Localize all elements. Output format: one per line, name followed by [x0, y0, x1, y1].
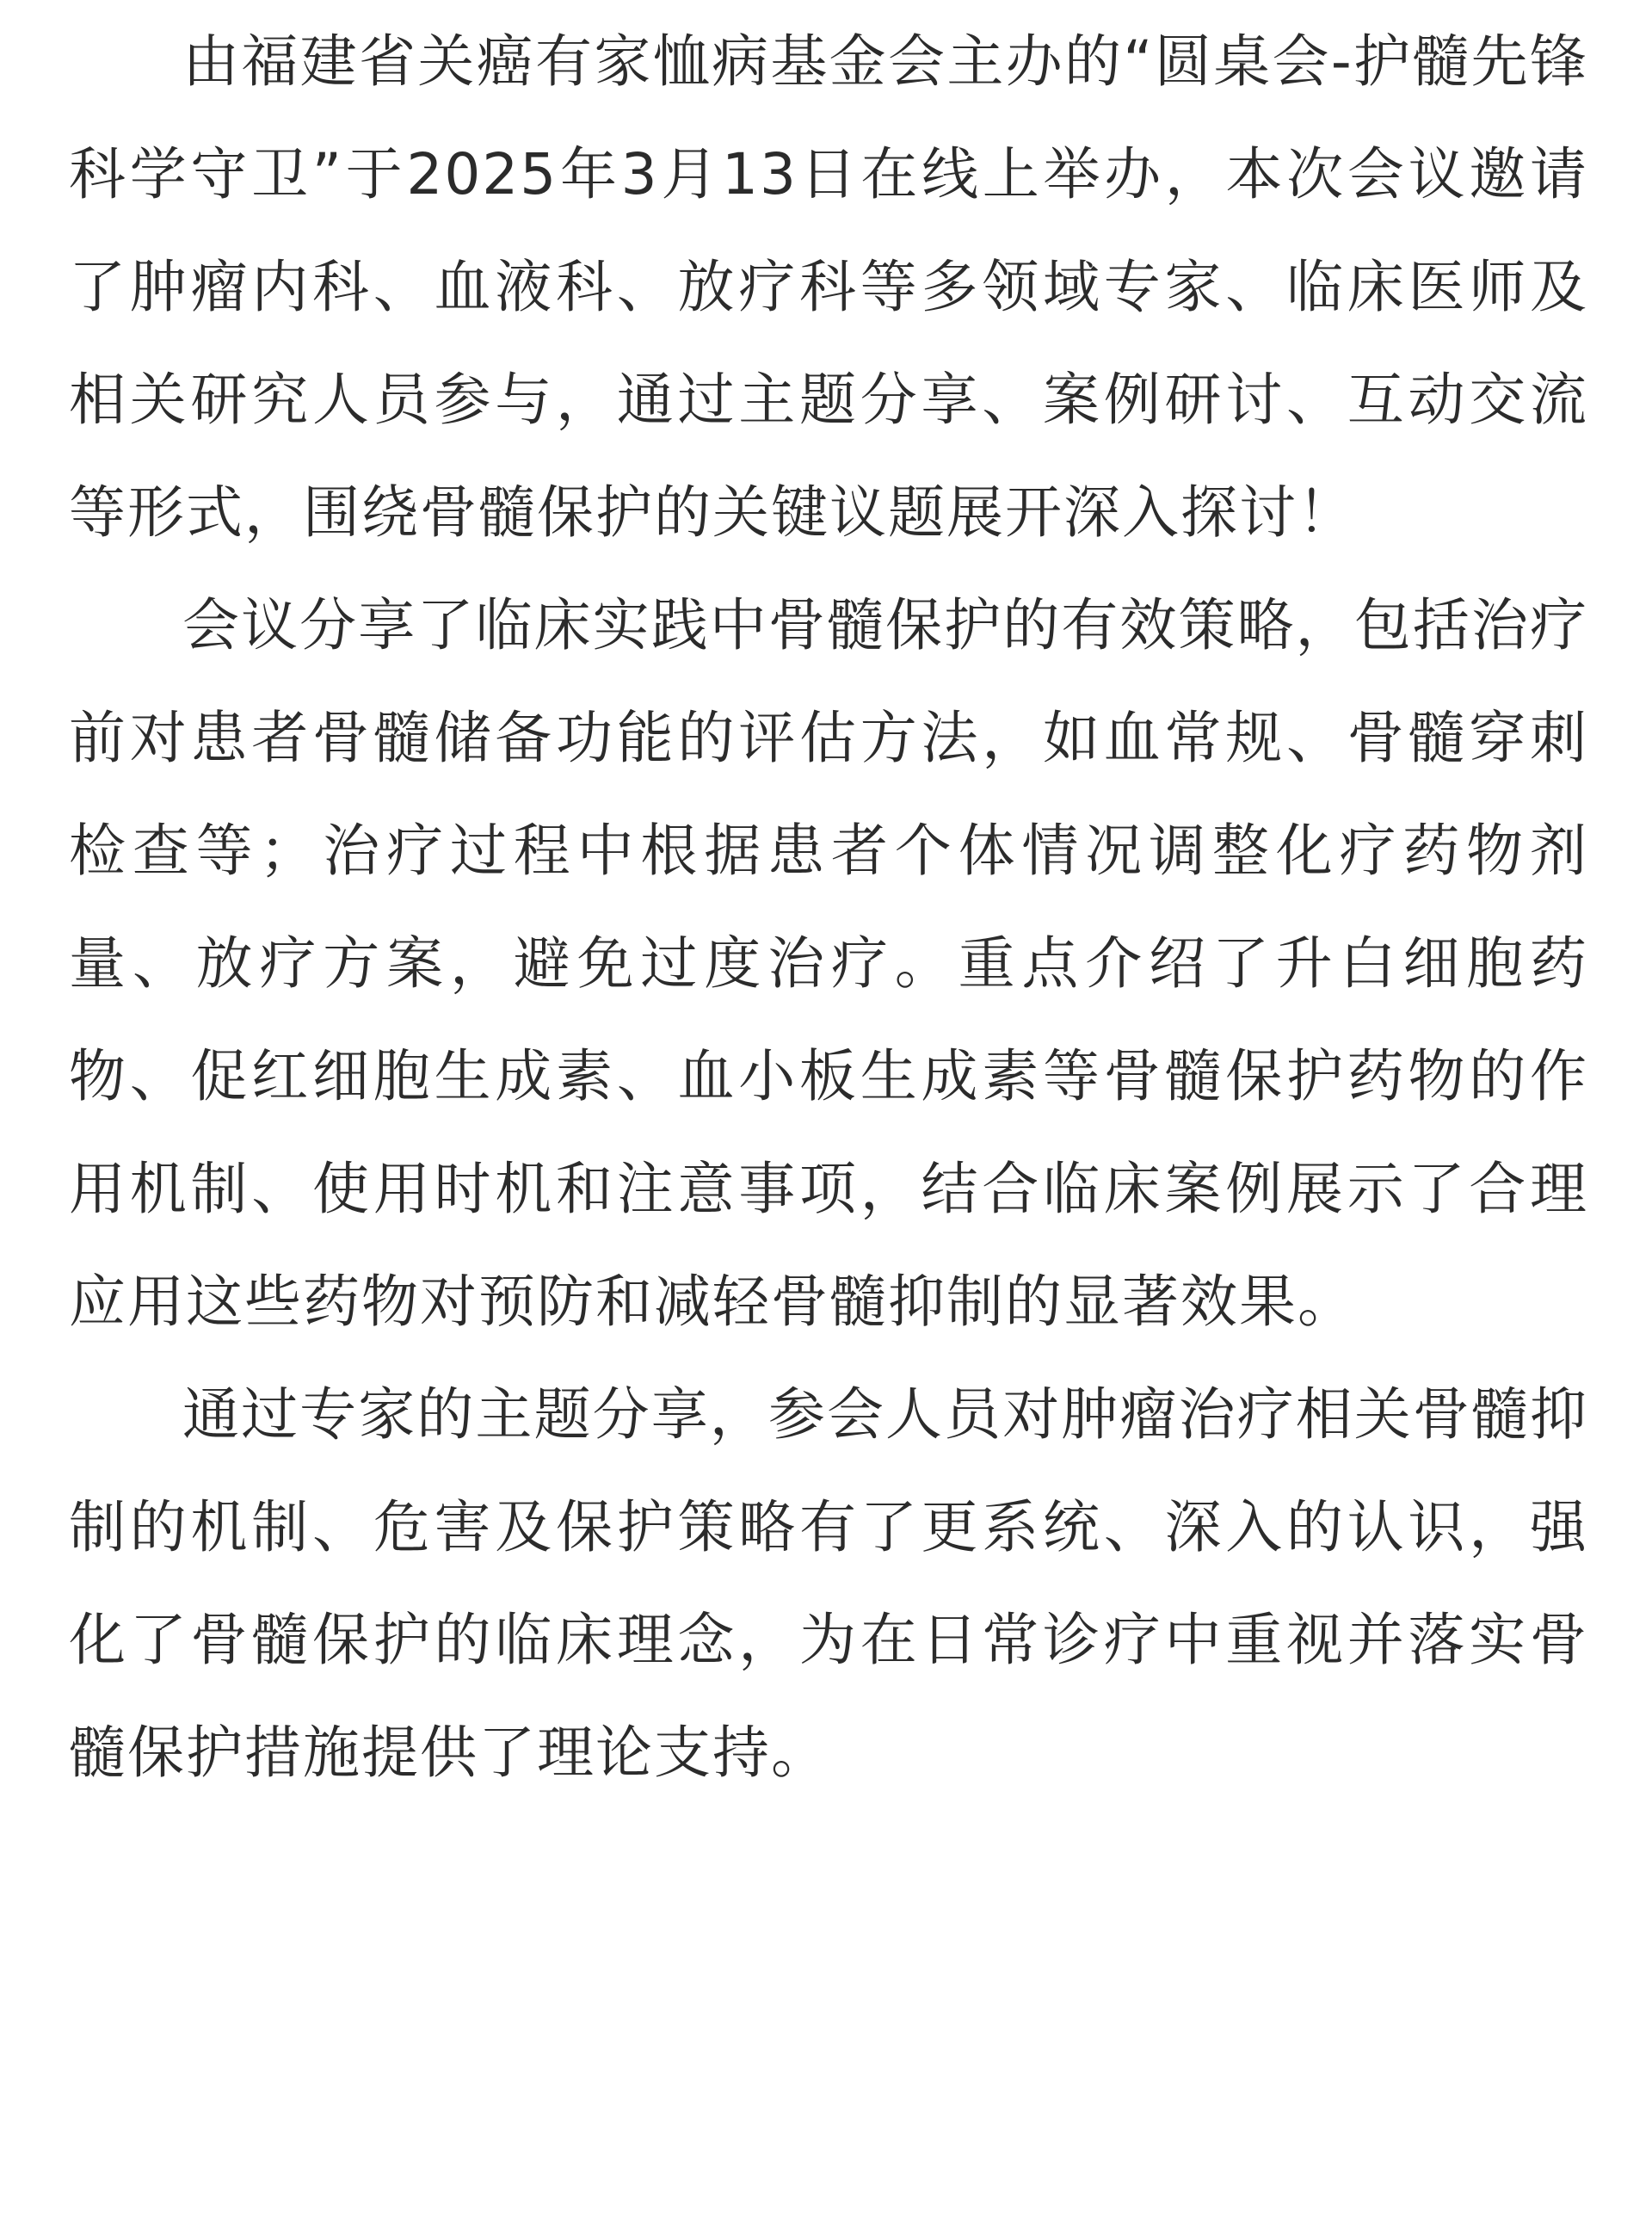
paragraph-intro: 由福建省关癌有家恤病基金会主办的“圆桌会-护髓先锋 科学守卫”于2025年3月13日在线上举办，本次会议邀请了肿瘤内科、血液科、放疗科等多领域专家、临床医师及相关研究人员参与，通过主题分享、案例研讨、互动交流等形式，围绕骨髓保护的关键议题展开深入探讨！ — [69, 28, 1588, 546]
paragraph-conclusion: 通过专家的主题分享，参会人员对肿瘤治疗相关骨髓抑制的机制、危害及保护策略有了更系统、深入的认识，强化了骨髓保护的临床理念，为在日常诊疗中重视并落实骨髓保护措施提供了理论支持。 — [69, 1381, 1588, 1786]
paragraph-strategies: 会议分享了临床实践中骨髓保护的有效策略，包括治疗前对患者骨髓储备功能的评估方法，如血常规、骨髓穿刺检查等；治疗过程中根据患者个体情况调整化疗药物剂量、放疗方案，避免过度治疗。重点介绍了升白细胞药物、促红细胞生成素、血小板生成素等骨髓保护药物的作用机制、使用时机和注意事项，结合临床案例展示了合理应用这些药物对预防和减轻骨髓抑制的显著效果。 — [69, 592, 1588, 1335]
